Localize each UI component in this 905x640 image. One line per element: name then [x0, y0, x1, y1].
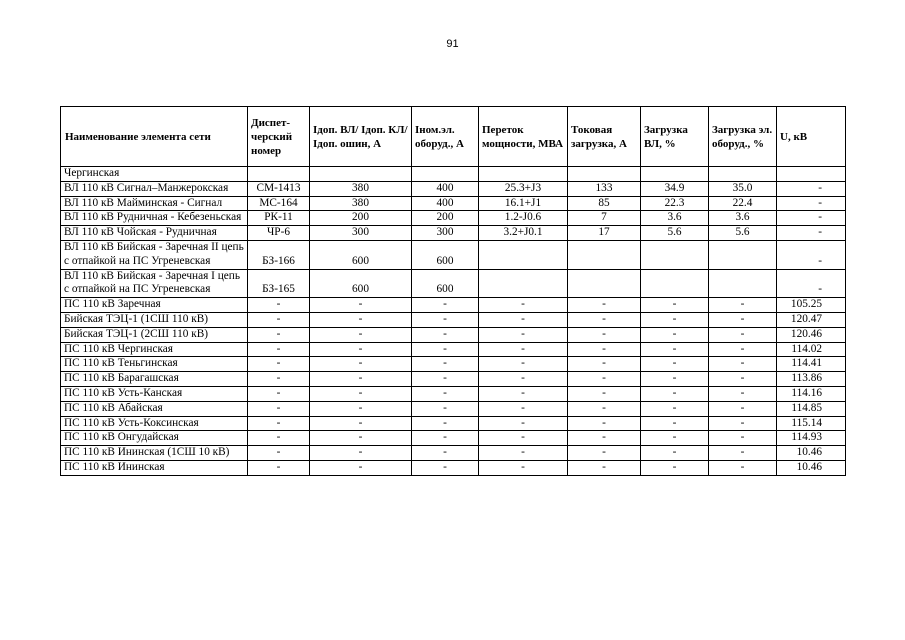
cell-equipment-load: -	[709, 372, 777, 387]
cell-permissible-current: -	[310, 446, 412, 461]
cell-rated-current: -	[412, 460, 479, 475]
cell-dispatch-number: -	[248, 416, 310, 431]
table-row	[61, 327, 846, 342]
cell-rated-current: -	[412, 416, 479, 431]
cell-permissible-current: 300	[310, 226, 412, 241]
table-row	[61, 372, 846, 387]
table-row	[61, 401, 846, 416]
table-row	[61, 342, 846, 357]
cell-equipment-load: -	[709, 446, 777, 461]
cell-current-load: 133	[568, 181, 641, 196]
cell-element-name: ПС 110 кВ Ининская	[61, 460, 248, 475]
cell-equipment-load: 22.4	[709, 196, 777, 211]
cell-permissible-current: -	[310, 312, 412, 327]
cell-rated-current: -	[412, 446, 479, 461]
cell-permissible-current: -	[310, 431, 412, 446]
table-row	[61, 431, 846, 446]
cell-equipment-load	[709, 240, 777, 269]
cell-permissible-current: -	[310, 386, 412, 401]
cell-equipment-load: -	[709, 327, 777, 342]
cell-power-flow	[479, 269, 568, 298]
cell-equipment-load: -	[709, 431, 777, 446]
cell-rated-current: 300	[412, 226, 479, 241]
cell-permissible-current: 600	[310, 269, 412, 298]
table-row	[61, 196, 846, 211]
cell-power-flow: 16.1+J1	[479, 196, 568, 211]
cell-line-load: -	[641, 416, 709, 431]
cell-rated-current: -	[412, 372, 479, 387]
cell-rated-current: -	[412, 431, 479, 446]
network-load-table	[60, 106, 846, 476]
cell-power-flow: -	[479, 401, 568, 416]
cell-current-load	[568, 269, 641, 298]
cell-voltage: 114.16	[777, 386, 846, 401]
cell-equipment-load	[709, 269, 777, 298]
cell-equipment-load: -	[709, 386, 777, 401]
cell-voltage: 115.14	[777, 416, 846, 431]
cell-equipment-load: -	[709, 401, 777, 416]
cell-equipment-load: 5.6	[709, 226, 777, 241]
cell-permissible-current: -	[310, 357, 412, 372]
cell-element-name: ВЛ 110 кВ Чойская - Рудничная	[61, 226, 248, 241]
cell-element-name: ВЛ 110 кВ Сигнал–Манжерокская	[61, 181, 248, 196]
cell-permissible-current: -	[310, 372, 412, 387]
header-line-load: Загрузка ВЛ, %	[641, 107, 709, 167]
cell-power-flow: -	[479, 446, 568, 461]
cell-rated-current: 600	[412, 240, 479, 269]
cell-permissible-current: -	[310, 460, 412, 475]
cell-line-load	[641, 240, 709, 269]
cell-current-load: -	[568, 460, 641, 475]
cell-power-flow: -	[479, 416, 568, 431]
header-row	[61, 107, 846, 167]
cell-permissible-current: -	[310, 416, 412, 431]
cell-current-load: -	[568, 372, 641, 387]
cell-voltage: -	[777, 269, 846, 298]
cell-element-name: ПС 110 кВ Заречная	[61, 298, 248, 313]
cell-permissible-current: -	[310, 401, 412, 416]
cell-line-load: -	[641, 298, 709, 313]
cell-current-load	[568, 240, 641, 269]
cell-current-load: -	[568, 327, 641, 342]
cell-equipment-load	[709, 167, 777, 182]
cell-line-load: -	[641, 357, 709, 372]
header-permissible-current: Iдоп. ВЛ/ Iдоп. КЛ/ Iдоп. ошин, А	[310, 107, 412, 167]
cell-line-load: -	[641, 327, 709, 342]
header-power-flow: Переток мощности, МВА	[479, 107, 568, 167]
cell-dispatch-number: СМ-1413	[248, 181, 310, 196]
cell-voltage: -	[777, 226, 846, 241]
cell-line-load: -	[641, 401, 709, 416]
cell-permissible-current: -	[310, 342, 412, 357]
cell-voltage: 105.25	[777, 298, 846, 313]
header-rated-current: Iном.эл. оборуд., А	[412, 107, 479, 167]
table-row	[61, 211, 846, 226]
cell-line-load: 34.9	[641, 181, 709, 196]
cell-element-name: ПС 110 кВ Ининская (1СШ 10 кВ)	[61, 446, 248, 461]
cell-voltage: 113.86	[777, 372, 846, 387]
cell-voltage: 10.46	[777, 446, 846, 461]
cell-rated-current: -	[412, 401, 479, 416]
cell-equipment-load: 35.0	[709, 181, 777, 196]
cell-voltage	[777, 167, 846, 182]
cell-permissible-current: 380	[310, 181, 412, 196]
cell-rated-current: -	[412, 386, 479, 401]
cell-current-load: -	[568, 401, 641, 416]
page-number: 91	[446, 38, 459, 50]
cell-element-name: ПС 110 кВ Усть-Коксинская	[61, 416, 248, 431]
cell-voltage: -	[777, 211, 846, 226]
cell-current-load: 85	[568, 196, 641, 211]
header-equipment-load: Загрузка эл. оборуд., %	[709, 107, 777, 167]
cell-permissible-current	[310, 167, 412, 182]
cell-dispatch-number: -	[248, 327, 310, 342]
cell-equipment-load: -	[709, 312, 777, 327]
cell-permissible-current: -	[310, 298, 412, 313]
cell-current-load: -	[568, 446, 641, 461]
table-row	[61, 416, 846, 431]
cell-current-load: -	[568, 386, 641, 401]
cell-element-name: Бийская ТЭЦ-1 (2СШ 110 кВ)	[61, 327, 248, 342]
cell-dispatch-number: ЧР-6	[248, 226, 310, 241]
cell-rated-current: -	[412, 357, 479, 372]
cell-current-load: -	[568, 416, 641, 431]
cell-line-load: 5.6	[641, 226, 709, 241]
cell-power-flow	[479, 167, 568, 182]
cell-power-flow: -	[479, 342, 568, 357]
cell-current-load: 7	[568, 211, 641, 226]
cell-rated-current: 400	[412, 181, 479, 196]
cell-rated-current	[412, 167, 479, 182]
cell-element-name: ВЛ 110 кВ Бийская - Заречная I цепь с отпайкой на ПС Угреневская	[61, 269, 248, 298]
table-row	[61, 226, 846, 241]
table-row	[61, 312, 846, 327]
cell-power-flow: -	[479, 431, 568, 446]
cell-power-flow: -	[479, 327, 568, 342]
cell-line-load: 3.6	[641, 211, 709, 226]
cell-element-name: ПС 110 кВ Усть-Канская	[61, 386, 248, 401]
cell-rated-current: -	[412, 327, 479, 342]
cell-dispatch-number: -	[248, 372, 310, 387]
cell-dispatch-number: -	[248, 357, 310, 372]
cell-dispatch-number: РК-11	[248, 211, 310, 226]
cell-element-name: Чергинская	[61, 167, 248, 182]
cell-power-flow: 25.3+J3	[479, 181, 568, 196]
table-row	[61, 446, 846, 461]
header-dispatch-number: Диспет-черский номер	[248, 107, 310, 167]
cell-dispatch-number: БЗ-165	[248, 269, 310, 298]
cell-power-flow: -	[479, 312, 568, 327]
cell-line-load: -	[641, 431, 709, 446]
cell-rated-current: 400	[412, 196, 479, 211]
cell-element-name: Бийская ТЭЦ-1 (1СШ 110 кВ)	[61, 312, 248, 327]
cell-equipment-load: -	[709, 416, 777, 431]
table-row	[61, 167, 846, 182]
cell-rated-current: -	[412, 342, 479, 357]
cell-current-load: -	[568, 431, 641, 446]
cell-power-flow: -	[479, 386, 568, 401]
cell-voltage: 114.93	[777, 431, 846, 446]
cell-element-name: ПС 110 кВ Онгудайская	[61, 431, 248, 446]
cell-line-load: -	[641, 386, 709, 401]
cell-current-load: -	[568, 342, 641, 357]
cell-line-load: -	[641, 312, 709, 327]
cell-permissible-current: 600	[310, 240, 412, 269]
cell-current-load: -	[568, 312, 641, 327]
table-row	[61, 357, 846, 372]
cell-line-load: 22.3	[641, 196, 709, 211]
cell-equipment-load: -	[709, 357, 777, 372]
cell-voltage: 114.41	[777, 357, 846, 372]
cell-permissible-current: -	[310, 327, 412, 342]
cell-line-load: -	[641, 372, 709, 387]
cell-rated-current: 600	[412, 269, 479, 298]
header-element-name: Наименование элемента сети	[61, 107, 248, 167]
cell-voltage: 114.02	[777, 342, 846, 357]
header-voltage: U, кВ	[777, 107, 846, 167]
cell-element-name: ПС 110 кВ Чергинская	[61, 342, 248, 357]
cell-line-load: -	[641, 342, 709, 357]
cell-equipment-load: -	[709, 342, 777, 357]
cell-dispatch-number: -	[248, 446, 310, 461]
cell-power-flow: 1.2-J0.6	[479, 211, 568, 226]
header-current-load: Токовая загрузка, А	[568, 107, 641, 167]
cell-line-load	[641, 167, 709, 182]
cell-equipment-load: -	[709, 460, 777, 475]
cell-voltage: -	[777, 181, 846, 196]
cell-equipment-load: 3.6	[709, 211, 777, 226]
cell-dispatch-number: БЗ-166	[248, 240, 310, 269]
table-row	[61, 240, 846, 269]
cell-dispatch-number: -	[248, 401, 310, 416]
table-row	[61, 386, 846, 401]
cell-element-name: ВЛ 110 кВ Майминская - Сигнал	[61, 196, 248, 211]
cell-dispatch-number: -	[248, 298, 310, 313]
cell-current-load	[568, 167, 641, 182]
cell-dispatch-number: -	[248, 460, 310, 475]
cell-voltage: 10.46	[777, 460, 846, 475]
cell-current-load: 17	[568, 226, 641, 241]
cell-rated-current: -	[412, 298, 479, 313]
cell-line-load: -	[641, 460, 709, 475]
cell-dispatch-number: МС-164	[248, 196, 310, 211]
table-row	[61, 460, 846, 475]
cell-element-name: ПС 110 кВ Абайская	[61, 401, 248, 416]
cell-dispatch-number: -	[248, 431, 310, 446]
cell-line-load	[641, 269, 709, 298]
cell-equipment-load: -	[709, 298, 777, 313]
cell-power-flow: -	[479, 357, 568, 372]
table-row	[61, 181, 846, 196]
cell-permissible-current: 380	[310, 196, 412, 211]
cell-power-flow: -	[479, 372, 568, 387]
cell-power-flow: -	[479, 298, 568, 313]
cell-power-flow: 3.2+J0.1	[479, 226, 568, 241]
table-row	[61, 269, 846, 298]
cell-element-name: ПС 110 кВ Теньгинская	[61, 357, 248, 372]
cell-voltage: 120.46	[777, 327, 846, 342]
cell-dispatch-number: -	[248, 386, 310, 401]
cell-element-name: ВЛ 110 кВ Рудничная - Кебезеньская	[61, 211, 248, 226]
cell-permissible-current: 200	[310, 211, 412, 226]
cell-dispatch-number: -	[248, 312, 310, 327]
cell-current-load: -	[568, 357, 641, 372]
cell-voltage: 114.85	[777, 401, 846, 416]
cell-voltage: -	[777, 196, 846, 211]
cell-element-name: ВЛ 110 кВ Бийская - Заречная II цепь с отпайкой на ПС Угреневская	[61, 240, 248, 269]
cell-line-load: -	[641, 446, 709, 461]
cell-current-load: -	[568, 298, 641, 313]
cell-power-flow	[479, 240, 568, 269]
cell-rated-current: -	[412, 312, 479, 327]
cell-power-flow: -	[479, 460, 568, 475]
cell-dispatch-number: -	[248, 342, 310, 357]
cell-element-name: ПС 110 кВ Барагашская	[61, 372, 248, 387]
table-row	[61, 298, 846, 313]
cell-voltage: -	[777, 240, 846, 269]
cell-dispatch-number	[248, 167, 310, 182]
cell-voltage: 120.47	[777, 312, 846, 327]
cell-rated-current: 200	[412, 211, 479, 226]
